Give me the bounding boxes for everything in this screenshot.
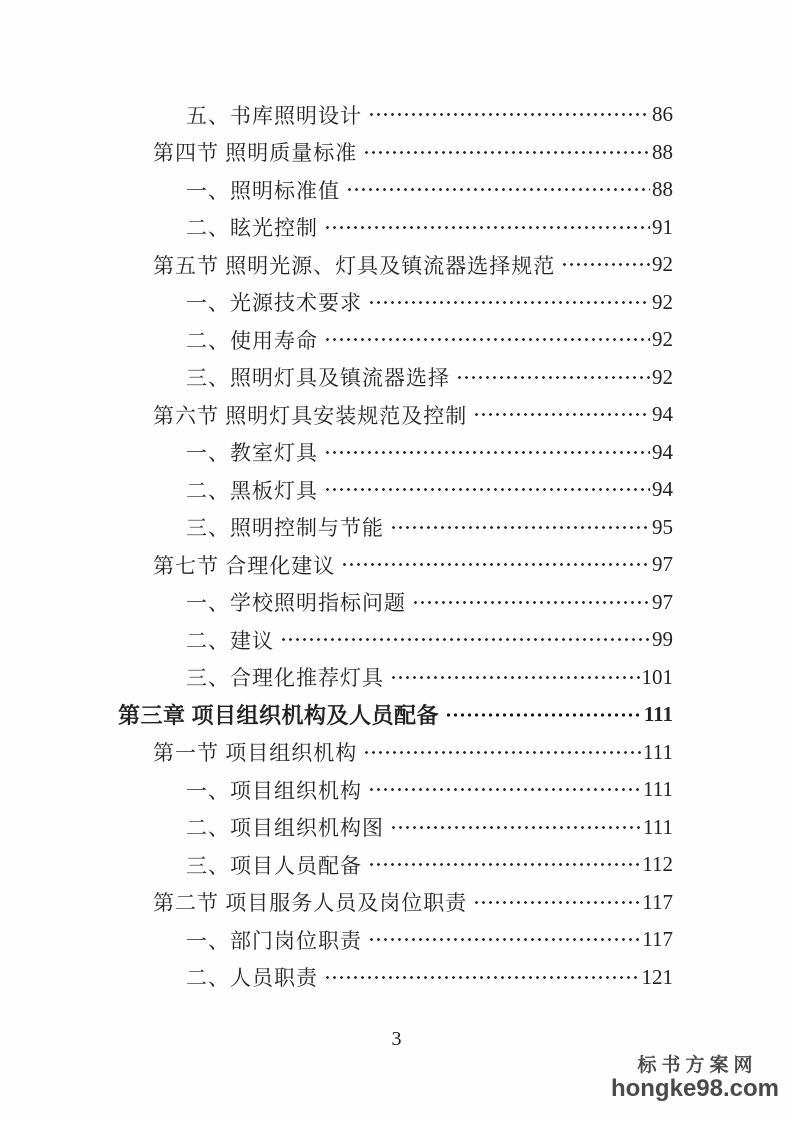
toc-dot-leader — [473, 404, 650, 425]
toc-entry-title: 一、部门岗位职责 — [186, 928, 362, 953]
toc-entry-page: 94 — [652, 439, 673, 464]
toc-dot-leader — [473, 892, 640, 913]
toc-entry[interactable] — [118, 621, 673, 659]
toc-entry[interactable] — [118, 509, 673, 547]
toc-dot-leader — [368, 292, 650, 313]
toc-entry[interactable] — [118, 546, 673, 584]
toc-entry[interactable] — [118, 284, 673, 322]
toc-entry-page: 111 — [643, 702, 673, 727]
toc-entry-page: 99 — [652, 627, 673, 652]
toc-entry[interactable] — [118, 659, 673, 697]
toc-entry-title: 三、照明灯具及镇流器选择 — [186, 366, 450, 391]
toc-dot-leader — [412, 592, 650, 613]
toc-entry-title: 二、黑板灯具 — [186, 478, 318, 503]
toc-entry-page: 112 — [642, 852, 673, 877]
toc-entry-title: 二、使用寿命 — [186, 328, 318, 353]
toc-entry[interactable] — [118, 171, 673, 209]
toc-entry[interactable] — [118, 321, 673, 359]
toc-entry[interactable] — [118, 734, 673, 772]
toc-dot-leader — [368, 104, 650, 125]
toc-entry-page: 97 — [652, 589, 673, 614]
toc-entry-page: 117 — [642, 927, 673, 952]
toc-entry-page: 92 — [652, 327, 673, 352]
toc-entry-page: 97 — [652, 552, 673, 577]
toc-entry-title: 第五节 照明光源、灯具及镇流器选择规范 — [153, 253, 556, 278]
toc-dot-leader — [390, 817, 641, 838]
toc-entry[interactable] — [118, 134, 673, 172]
toc-entry-title: 第三章 项目组织机构及人员配备 — [118, 703, 440, 729]
toc-entry-page: 92 — [652, 252, 673, 277]
toc-dot-leader — [368, 854, 640, 875]
toc-entry-title: 第四节 照明质量标准 — [153, 141, 358, 166]
toc-dot-leader — [368, 779, 641, 800]
toc-entry-title: 一、项目组织机构 — [186, 778, 362, 803]
toc-dot-leader — [363, 742, 641, 763]
toc-entry-title: 三、项目人员配备 — [186, 853, 362, 878]
toc-dot-leader — [324, 967, 640, 988]
toc-entry-page: 111 — [643, 739, 673, 764]
toc-entry[interactable] — [118, 959, 673, 997]
page-number: 3 — [391, 1028, 402, 1050]
toc-entry-page: 121 — [641, 964, 673, 989]
toc-entry-page: 94 — [652, 402, 673, 427]
toc-entry[interactable] — [118, 846, 673, 884]
toc-entry[interactable] — [118, 209, 673, 247]
toc-entry[interactable] — [118, 884, 673, 922]
toc-entry-title: 五、书库照明设计 — [186, 103, 362, 128]
toc-dot-leader — [280, 629, 650, 650]
toc-dot-leader — [456, 367, 650, 388]
toc-dot-leader — [346, 179, 650, 200]
toc-entry-title: 一、照明标准值 — [186, 178, 340, 203]
toc-entry-title: 二、人员职责 — [186, 966, 318, 991]
watermark[interactable] — [611, 1056, 779, 1101]
toc-dot-leader — [445, 704, 642, 726]
toc-entry[interactable] — [118, 359, 673, 397]
toc-entry[interactable] — [118, 771, 673, 809]
toc-entry-title: 第六节 照明灯具安装规范及控制 — [153, 403, 468, 428]
toc-entry-title: 第七节 合理化建议 — [153, 553, 336, 578]
toc-entry-title: 二、项目组织机构图 — [186, 816, 384, 841]
toc-entry-title: 一、光源技术要求 — [186, 291, 362, 316]
toc-dot-leader — [324, 217, 650, 238]
toc-entry-page: 91 — [652, 214, 673, 239]
toc-entry-title: 一、学校照明指标问题 — [186, 591, 406, 616]
toc-entry[interactable] — [118, 809, 673, 847]
toc-entry-title: 三、合理化推荐灯具 — [186, 666, 384, 691]
toc-dot-leader — [390, 517, 650, 538]
watermark-site-url: hongke98.com — [610, 1074, 779, 1102]
toc-entry-page: 101 — [641, 664, 673, 689]
toc-entry[interactable] — [118, 471, 673, 509]
toc-entry-page: 111 — [643, 777, 673, 802]
toc-dot-leader — [341, 554, 650, 575]
toc-entry[interactable] — [118, 921, 673, 959]
toc-entry[interactable] — [118, 396, 673, 434]
toc-dot-leader — [390, 667, 640, 688]
toc-entry-page: 94 — [652, 477, 673, 502]
toc-list — [118, 96, 673, 996]
toc-dot-leader — [324, 329, 650, 350]
toc-entry-page: 117 — [642, 889, 673, 914]
toc-entry-page: 95 — [652, 514, 673, 539]
toc-entry-title: 第二节 项目服务人员及岗位职责 — [153, 891, 468, 916]
watermark-site-name: 标书方案网 — [637, 1055, 758, 1076]
toc-entry-title: 第一节 项目组织机构 — [153, 741, 358, 766]
toc-entry-page: 111 — [643, 814, 673, 839]
toc-entry[interactable] — [118, 96, 673, 134]
toc-entry-page: 88 — [652, 139, 673, 164]
toc-entry-page: 88 — [652, 177, 673, 202]
toc-entry-title: 二、眩光控制 — [186, 216, 318, 241]
toc-entry[interactable] — [118, 696, 673, 734]
toc-entry[interactable] — [118, 246, 673, 284]
toc-entry[interactable] — [118, 434, 673, 472]
toc-dot-leader — [368, 929, 640, 950]
toc-entry-title: 一、教室灯具 — [186, 441, 318, 466]
toc-dot-leader — [324, 479, 650, 500]
toc-entry-page: 92 — [652, 289, 673, 314]
toc-entry-title: 二、建议 — [186, 628, 274, 653]
toc-dot-leader — [324, 442, 650, 463]
toc-entry-title: 三、照明控制与节能 — [186, 516, 384, 541]
toc-entry[interactable] — [118, 584, 673, 622]
toc-dot-leader — [561, 254, 650, 275]
toc-dot-leader — [363, 142, 650, 163]
toc-entry-page: 92 — [652, 364, 673, 389]
toc-entry-page: 86 — [652, 102, 673, 127]
